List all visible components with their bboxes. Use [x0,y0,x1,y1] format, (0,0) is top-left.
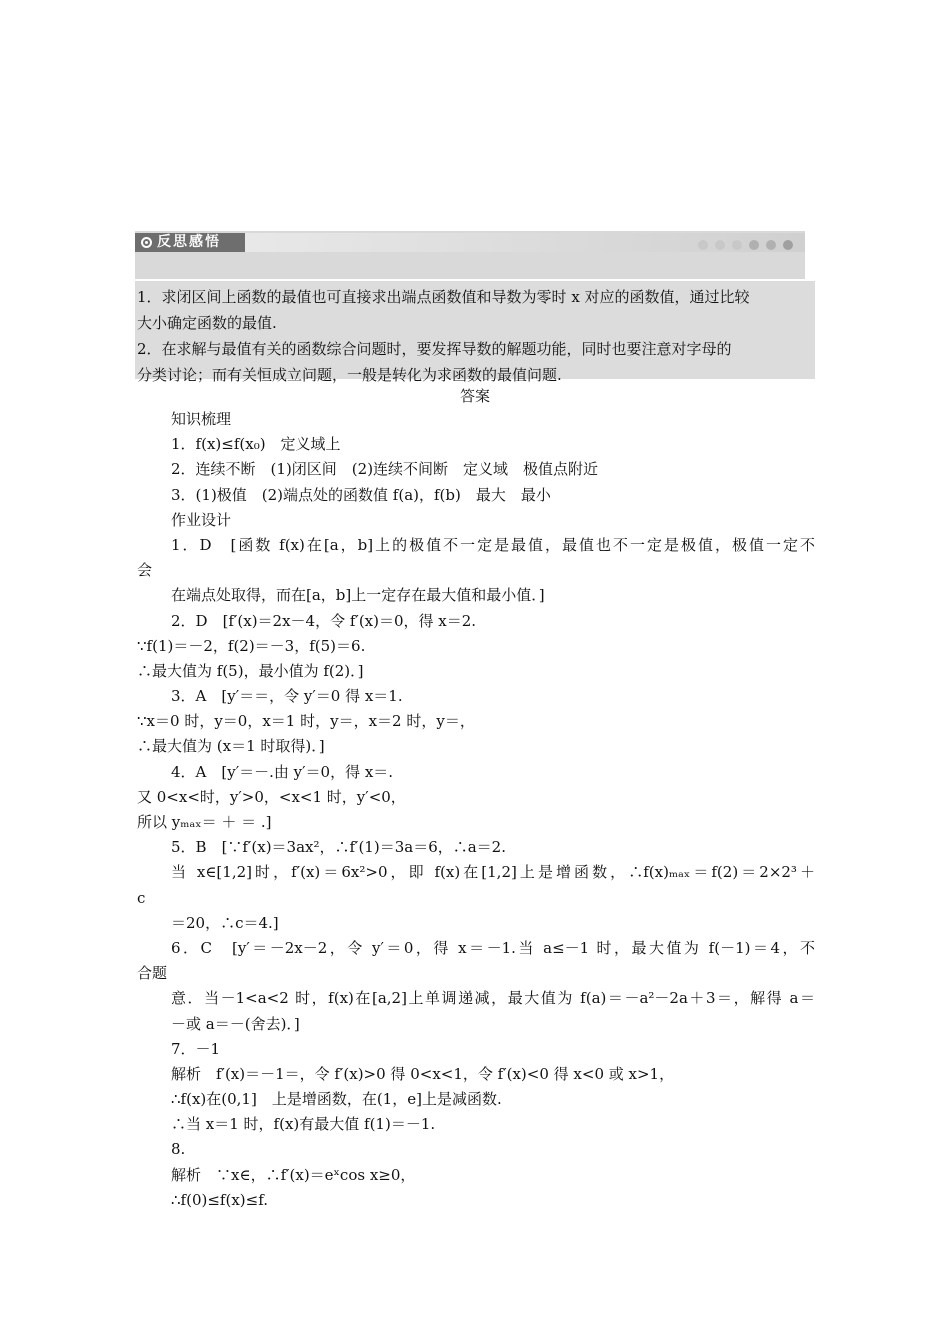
answer-line: 7．－1 [171,1039,221,1058]
reflection-tips [135,281,815,384]
answer-line: 解析 ∵x∈，∴f′(x)＝eˣcos x≥0， [171,1165,416,1184]
banner-title: 反思感悟 [157,234,221,250]
tip-line: 大小确定函数的最值. [137,314,277,332]
answer-line: 在端点处取得，而在[a，b]上一定存在最大值和最小值．] [171,586,545,605]
answer-line: 所以 yₘₐₓ＝ ＋ ＝ .] [137,813,272,831]
answer-line: c [137,888,146,907]
answer-line: 解析 f′(x)＝－1＝，令 f′(x)>0 得 0<x<1，令 f′(x)<0 得 x<0 或 x>1， [171,1064,675,1083]
answer-line: 4．A [y′＝－.由 y′＝0，得 x＝. [171,762,394,781]
answers-title: 答案 [459,387,490,405]
answer-line: ∵f(1)＝－2，f(2)＝－3，f(5)＝6. [137,636,366,655]
banner-tab [135,233,245,252]
tip-line: 1．求闭区间上函数的最值也可直接求出端点函数值和导数为零时 x 对应的函数值，通过比较 [137,288,750,306]
answer-line: 3．(1)极值 (2)端点处的函数值 f(a)，f(b) 最大 最小 [171,485,551,504]
answer-line: ∵x＝0 时，y＝0，x＝1 时，y＝，x＝2 时，y＝， [137,712,475,731]
answer-line: 合题 [137,964,168,983]
answer-line: 当 x∈[1,2]时，f′(x)＝6x²>0，即 f(x)在[1,2]上是增函数，∴f(x)ₘₐₓ＝f(2)＝2×2³＋ [171,863,815,882]
answer-line: ∴f(x)在(0,1] 上是增函数，在(1，e]上是减函数. [171,1090,502,1109]
tip-line: 分类讨论；而有关恒成立问题，一般是转化为求函数的最值问题. [137,366,562,384]
reflection-banner [135,231,805,279]
answer-line: 1．f(x)≤f(x₀) 定义域上 [171,435,341,454]
dot-icon [732,240,742,250]
answer-line: 3．A [y′＝＝，令 y′＝0 得 x＝1. [171,687,403,706]
answer-line: 作业设计 [171,510,232,529]
dot-icon [715,240,725,250]
answer-line: 8. [171,1140,186,1159]
answer-line: 6．C [y′＝－2x－2，令 y′＝0，得 x＝－1.当 a≤－1 时，最大值为 f(－1)＝4，不 [171,938,815,957]
dot-icon [749,240,759,250]
answer-line: ∴f(0)≤f(x)≤f. [171,1190,268,1209]
decorative-dots [698,240,793,250]
dot-icon [766,240,776,250]
answer-line: 5．B [∵f′(x)＝3ax²，∴f′(1)＝3a＝6，∴a＝2. [171,838,506,857]
answer-line: 意．当－1<a<2 时，f(x)在[a,2]上单调递减，最大值为 f(a)＝－a²－2a＋3＝，解得 a＝ [171,989,815,1008]
answer-line: 1．D [函数 f(x)在[a，b]上的极值不一定是最值，最值也不一定是极值，极值一定不 [171,535,815,554]
answer-line: 又 0<x<时，y′>0，<x<1 时，y′<0， [137,787,406,806]
dot-icon [698,240,708,250]
tip-line: 2．在求解与最值有关的函数综合问题时，要发挥导数的解题功能，同时也要注意对字母的 [137,340,732,358]
answer-line: 2．连续不断 (1)闭区间 (2)连续不间断 定义域 极值点附近 [171,460,599,479]
answer-line: －或 a＝－(舍去)．] [171,1014,300,1033]
answer-line: ∴最大值为 (x＝1 时取得)．] [137,737,325,756]
target-circle-icon [141,237,152,248]
answer-line: ∴最大值为 f(5)，最小值为 f(2)．] [137,661,364,680]
answer-line: ＝20，∴c＝4.] [171,913,279,932]
answer-line: 2．D [f′(x)＝2x－4，令 f′(x)＝0，得 x＝2. [171,611,477,630]
banner-strip [245,233,805,252]
dot-icon [783,240,793,250]
answer-line: 会 [137,561,153,580]
answer-line: 知识梳理 [171,410,232,428]
answer-line: ∴当 x＝1 时，f(x)有最大值 f(1)＝－1. [171,1115,436,1134]
answers-body [137,407,815,1213]
